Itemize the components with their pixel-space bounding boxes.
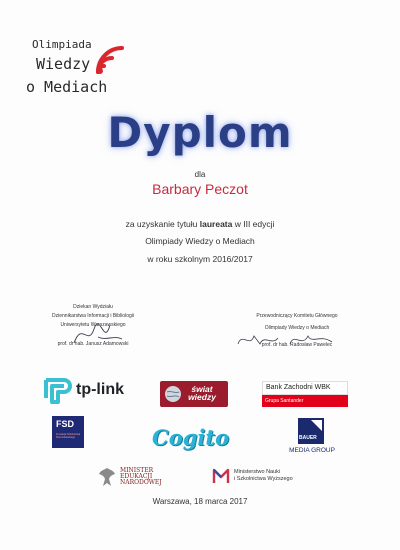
logo-line-2: Wiedzy [36, 55, 91, 73]
logo-line-3: o Mediach [26, 78, 108, 96]
award-line-3: w roku szkolnym 2016/2017 [147, 254, 253, 264]
for-label: dla [194, 170, 206, 179]
cogito-logo: Cogito [152, 425, 230, 450]
mnisw-text [234, 469, 293, 483]
logo-line-1: Olimpiada [32, 38, 92, 51]
globe-icon [163, 384, 183, 404]
left-role-1: Dziekan Wydziału [73, 304, 113, 310]
diploma-title: Dyplom [107, 108, 293, 157]
olympiad-logo [22, 38, 132, 100]
fsd-logo [52, 416, 84, 448]
award-title: laureata [199, 219, 233, 229]
ministerstwo-nauki-logo [212, 466, 322, 486]
place-and-date: Warszawa, 18 marca 2017 [152, 497, 248, 506]
swiat-wiedzy-text: świat wiedzy [188, 384, 216, 402]
left-role-3: Uniwersytetu Warszawskiego [60, 322, 126, 328]
left-role-2: Dziennikarstwa Informacji i Bibliologii [52, 313, 134, 319]
award-line-1-pre: za uzyskanie tytułu [125, 219, 200, 229]
bank-group-name: Grupa Santander [262, 395, 348, 407]
award-line-1-post: w III edycji [232, 219, 275, 229]
men-line-1: MINISTER [120, 467, 154, 474]
right-role-2: Olimpiady Wiedzy o Mediach [264, 325, 330, 331]
minister-edukacji-logo [98, 466, 178, 490]
fsd-subtext: Fundacja Szkolnictwa Dziennikarskiego [56, 433, 81, 439]
men-line-2: EDUKACJI [120, 473, 153, 480]
tplink-mark-icon [36, 376, 72, 404]
tplink-logo [36, 376, 126, 404]
swiat-wiedzy-logo [160, 381, 228, 407]
bauer-square [298, 418, 324, 444]
right-role-1: Przewodniczący Komitetu Głównego [256, 313, 338, 319]
signature-block-right [222, 312, 372, 350]
right-signatory-name: prof. dr hab. Radosław Pawelec [261, 342, 333, 348]
signature-block-left [18, 303, 168, 349]
tplink-text: tp-link [76, 381, 124, 398]
award-line-2: Olimpiady Wiedzy o Mediach [145, 236, 255, 246]
bank-name: Bank Zachodni WBK [262, 381, 348, 395]
mnisw-mark-icon [212, 467, 230, 485]
left-handwritten-signature [68, 317, 128, 353]
bank-zachodni-logo [262, 381, 348, 407]
award-line-1 [0, 219, 400, 229]
left-signatory-name: prof. dr hab. Janusz Adamowski [57, 341, 129, 347]
mnisw-line-2: i Szkolnictwa Wyższego [234, 476, 293, 482]
eagle-emblem-icon [98, 466, 116, 488]
fsd-text: FSD [56, 419, 74, 429]
bauer-corner-icon [298, 418, 324, 436]
mnisw-line-1: Ministerstwo Nauki [234, 469, 281, 475]
right-handwritten-signature [232, 330, 342, 350]
wifi-signal-icon [92, 42, 132, 78]
recipient-name: Barbary Peczot [152, 181, 248, 197]
men-text [120, 468, 162, 486]
bauer-text: BAUER [299, 435, 317, 441]
bauer-subtext: MEDIA GROUP [289, 447, 335, 454]
bauer-media-logo [280, 418, 344, 458]
men-line-3: NARODOWEJ [120, 479, 162, 486]
